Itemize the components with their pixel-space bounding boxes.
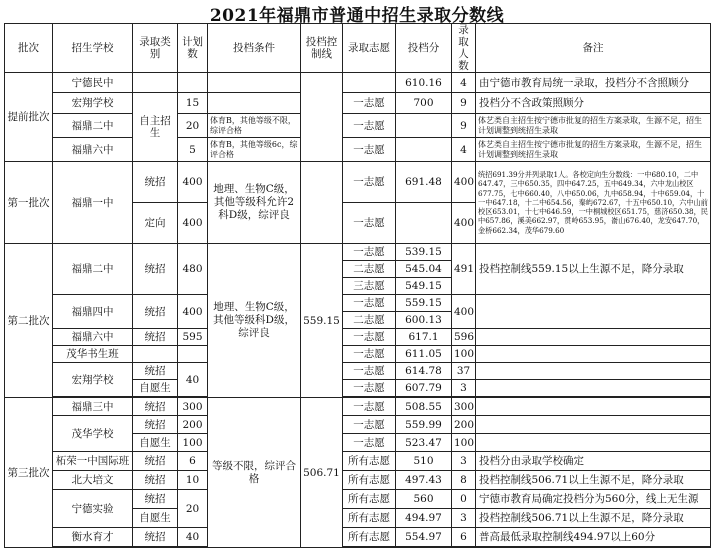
note-cell: 体艺类自主招生按宁德市批复的招生方案录取，生源不足，招生计划调整到统招生录取	[476, 114, 711, 138]
page-title: 2021年福鼎市普通中招生录取分数线	[209, 6, 505, 26]
school-name: 茂华书生班	[53, 346, 133, 363]
table-row	[5, 398, 711, 416]
school-name: 福鼎二中	[53, 114, 133, 138]
plan-cell: 595	[178, 329, 208, 346]
admitted-cell: 6	[452, 528, 476, 547]
plan-cell: 6	[178, 452, 208, 471]
header-choice: 录取志愿	[343, 24, 396, 73]
category-cell: 统招	[133, 244, 178, 295]
choice-cell: 一志愿	[343, 93, 396, 114]
category-cell: 统招	[133, 490, 178, 509]
table-row	[5, 329, 711, 346]
table-row	[5, 452, 711, 471]
header-score: 投档分	[396, 24, 452, 73]
score-cell: 494.97	[396, 509, 452, 528]
admitted-cell: 400	[452, 162, 476, 203]
score-cell: 614.78	[396, 363, 452, 380]
school-name: 宁德实验	[53, 490, 133, 528]
note-cell	[476, 295, 711, 329]
plan-cell: 40	[178, 528, 208, 547]
batch-label: 第三批次	[5, 398, 53, 548]
plan-cell: 20	[178, 114, 208, 138]
table-row	[5, 471, 711, 490]
condition-cell: 体育B，其他等级不限，综评合格	[208, 114, 301, 138]
category-cell: 统招	[133, 295, 178, 329]
score-cell: 607.79	[396, 380, 452, 397]
category-cell: 统招	[133, 528, 178, 547]
category-cell: 自愿生	[133, 434, 178, 452]
admitted-cell: 9	[452, 114, 476, 138]
table-row	[5, 244, 711, 261]
table-row	[5, 73, 711, 93]
school-name: 福鼎六中	[53, 329, 133, 346]
admitted-cell: 596	[452, 329, 476, 346]
admitted-cell: 3	[452, 452, 476, 471]
score-cell: 510	[396, 452, 452, 471]
plan-cell	[178, 547, 208, 548]
choice-cell: 一志愿	[343, 398, 396, 416]
score-cell: 554.97	[396, 528, 452, 547]
admitted-cell: 3	[452, 380, 476, 397]
header-note: 备注	[476, 24, 711, 73]
choice-cell: 一志愿	[343, 138, 396, 162]
category-cell: 自主招生	[133, 93, 178, 162]
table-row	[5, 547, 711, 548]
note-cell: 统招691.39分并列录取1人。各校定向生分数线：一中680.10，二中647.47，三中650.35，四中647.25，五中649.34，六中龙山校区677.75，七中660.40，八中650.06，九中658.94，十中659.04，十一中647.18，十二中654.56，秦屿672.67，十五中650.10，六中山前校区653.01，十七中646.59，一中桐城校区651.75，慈济650.38，民中657.86，溪美662.97，贯岭653.95，嵛山676.40，龙安647.70，金桥662.34，茂华679.60	[476, 162, 711, 244]
school-name: 福鼎一中	[53, 162, 133, 244]
note-cell: 宁德市教育局确定投档分为560分，线上无生源	[476, 490, 711, 509]
choice-cell: 一志愿	[343, 363, 396, 380]
admitted-cell: 3	[452, 509, 476, 528]
note-cell: 投档分不含政策照顾分	[476, 93, 711, 114]
choice-cell: 所有志愿	[343, 471, 396, 490]
table-row	[5, 93, 711, 114]
choice-cell	[343, 73, 396, 93]
category-cell	[133, 346, 178, 363]
control-line-cell: 506.71	[301, 398, 343, 548]
score-cell: 539.15	[396, 244, 452, 261]
table-row	[5, 416, 711, 434]
choice-cell: 一志愿	[343, 329, 396, 346]
category-cell: 统招	[133, 329, 178, 346]
admitted-cell: 300	[452, 398, 476, 416]
category-cell	[133, 73, 178, 93]
choice-cell: 二志愿	[343, 312, 396, 329]
note-cell	[476, 547, 711, 548]
admitted-cell: 100	[452, 434, 476, 452]
admitted-cell: 4	[452, 138, 476, 162]
category-cell: 统招	[133, 162, 178, 203]
score-cell: 523.47	[396, 434, 452, 452]
category-cell: 自愿生	[133, 380, 178, 397]
condition-cell: 等级不限，综评合格	[208, 398, 301, 548]
score-cell: 545.04	[396, 261, 452, 278]
score-cell: 508.55	[396, 398, 452, 416]
category-cell: 统招	[133, 363, 178, 380]
category-cell: 统招	[133, 416, 178, 434]
plan-cell	[178, 346, 208, 363]
school-name: 衡水育才	[53, 528, 133, 547]
school-name: 宏翔学校	[53, 363, 133, 397]
plan-cell: 400	[178, 162, 208, 203]
choice-cell: 所有志愿	[343, 528, 396, 547]
note-cell: 投档分由录取学校确定	[476, 452, 711, 471]
score-cell: 700	[396, 93, 452, 114]
admitted-cell: 400	[452, 203, 476, 244]
score-cell: 497.43	[396, 471, 452, 490]
header-batch: 批次	[5, 24, 53, 73]
admitted-cell: 0	[452, 490, 476, 509]
score-table-wrapper	[4, 23, 710, 543]
note-cell: 普高最低录取控制线494.97以上60分	[476, 528, 711, 547]
choice-cell: 所有志愿	[343, 509, 396, 528]
admitted-cell: 491	[452, 244, 476, 295]
note-cell	[476, 434, 711, 452]
admitted-cell: 37	[452, 363, 476, 380]
score-cell: 559.99	[396, 416, 452, 434]
school-name: 福鼎二中	[53, 244, 133, 295]
plan-cell: 40	[178, 363, 208, 397]
header-plan: 计划数	[178, 24, 208, 73]
note-cell: 由宁德市教育局统一录取，投档分不含照顾分	[476, 73, 711, 93]
table-row	[5, 295, 711, 312]
control-line-cell	[301, 73, 343, 162]
admitted-cell	[452, 547, 476, 548]
plan-cell: 400	[178, 295, 208, 329]
choice-cell: 一志愿	[343, 295, 396, 312]
choice-cell: 二志愿	[343, 261, 396, 278]
score-cell: 691.48	[396, 162, 452, 203]
school-name: 茂华学校	[53, 416, 133, 452]
note-cell	[476, 329, 711, 346]
note-cell	[476, 398, 711, 416]
note-cell	[476, 346, 711, 363]
admission-score-table	[4, 23, 711, 548]
plan-cell: 300	[178, 398, 208, 416]
control-line-cell: 559.15	[301, 244, 343, 398]
note-cell: 投档控制线506.71以上生源不足，降分录取	[476, 509, 711, 528]
table-row	[5, 528, 711, 547]
score-cell: 611.05	[396, 346, 452, 363]
score-cell: 617.1	[396, 329, 452, 346]
note-cell	[476, 416, 711, 434]
plan-cell: 100	[178, 434, 208, 452]
table-row	[5, 114, 711, 138]
choice-cell: 一志愿	[343, 434, 396, 452]
category-cell: 统招	[133, 452, 178, 471]
category-cell: 统招	[133, 398, 178, 416]
category-cell: 定向	[133, 203, 178, 244]
score-cell: 610.16	[396, 73, 452, 93]
admitted-cell: 100	[452, 346, 476, 363]
condition-cell	[208, 93, 301, 114]
plan-cell: 400	[178, 203, 208, 244]
choice-cell: 一志愿	[343, 416, 396, 434]
header-control-line: 投档控制线	[301, 24, 343, 73]
choice-cell: 一志愿	[343, 380, 396, 397]
table-row	[5, 346, 711, 363]
header-category: 录取类别	[133, 24, 178, 73]
header-admitted: 录取人数	[452, 24, 476, 73]
admitted-cell: 400	[452, 295, 476, 329]
choice-cell: 一志愿	[343, 114, 396, 138]
condition-cell	[208, 73, 301, 93]
choice-cell: 一志愿	[343, 346, 396, 363]
note-cell: 投档控制线506.71以上生源不足，降分录取	[476, 471, 711, 490]
control-line-cell	[301, 162, 343, 244]
choice-cell: 所有志愿	[343, 490, 396, 509]
school-name: 福鼎四中	[53, 295, 133, 329]
plan-cell: 480	[178, 244, 208, 295]
plan-cell: 200	[178, 416, 208, 434]
admitted-cell: 200	[452, 416, 476, 434]
condition-cell: 体育B，其他等级6c，综评合格	[208, 138, 301, 162]
admitted-cell: 4	[452, 73, 476, 93]
score-cell	[396, 114, 452, 138]
school-name: 福鼎三中	[53, 398, 133, 416]
plan-cell: 5	[178, 138, 208, 162]
header-condition: 投档条件	[208, 24, 301, 73]
plan-cell	[178, 73, 208, 93]
choice-cell: 三志愿	[343, 278, 396, 295]
school-name: 宁德民中	[53, 73, 133, 93]
school-name: 福鼎六中	[53, 138, 133, 162]
score-cell	[396, 547, 452, 548]
header-school: 招生学校	[53, 24, 133, 73]
choice-cell: 所有志愿	[343, 452, 396, 471]
table-header-row	[5, 24, 711, 73]
note-cell	[476, 363, 711, 380]
choice-cell: 一志愿	[343, 203, 396, 244]
batch-label: 第一批次	[5, 162, 53, 244]
table-row	[5, 363, 711, 380]
school-name: 北大培文	[53, 471, 133, 490]
plan-cell: 10	[178, 471, 208, 490]
category-cell	[133, 547, 178, 548]
score-cell: 600.13	[396, 312, 452, 329]
table-row	[5, 490, 711, 509]
note-cell	[476, 380, 711, 397]
batch-label: 第二批次	[5, 244, 53, 398]
category-cell: 统招	[133, 471, 178, 490]
note-cell: 体艺类自主招生按宁德市批复的招生方案录取，生源不足，招生计划调整到统招生录取	[476, 138, 711, 162]
school-name: 柘荣一中国际班	[53, 452, 133, 471]
note-cell: 投档控制线559.15以上生源不足，降分录取	[476, 244, 711, 295]
condition-cell: 地理、生物C级，其他等级科允许2科D级，综评良	[208, 162, 301, 244]
choice-cell: 一志愿	[343, 162, 396, 203]
plan-cell: 15	[178, 93, 208, 114]
score-cell: 560	[396, 490, 452, 509]
plan-cell: 20	[178, 490, 208, 528]
choice-cell	[343, 547, 396, 548]
condition-cell: 地理、生物C级，其他等级科D级，综评良	[208, 244, 301, 398]
category-cell: 自愿生	[133, 509, 178, 528]
admitted-cell: 8	[452, 471, 476, 490]
school-name: 宏翔学校	[53, 93, 133, 114]
admitted-cell: 9	[452, 93, 476, 114]
choice-cell: 一志愿	[343, 244, 396, 261]
batch-label: 提前批次	[5, 73, 53, 162]
score-cell: 549.15	[396, 278, 452, 295]
table-row	[5, 162, 711, 203]
score-cell: 559.15	[396, 295, 452, 312]
school-name	[53, 547, 133, 548]
table-row	[5, 138, 711, 162]
score-cell	[396, 203, 452, 244]
score-cell	[396, 138, 452, 162]
